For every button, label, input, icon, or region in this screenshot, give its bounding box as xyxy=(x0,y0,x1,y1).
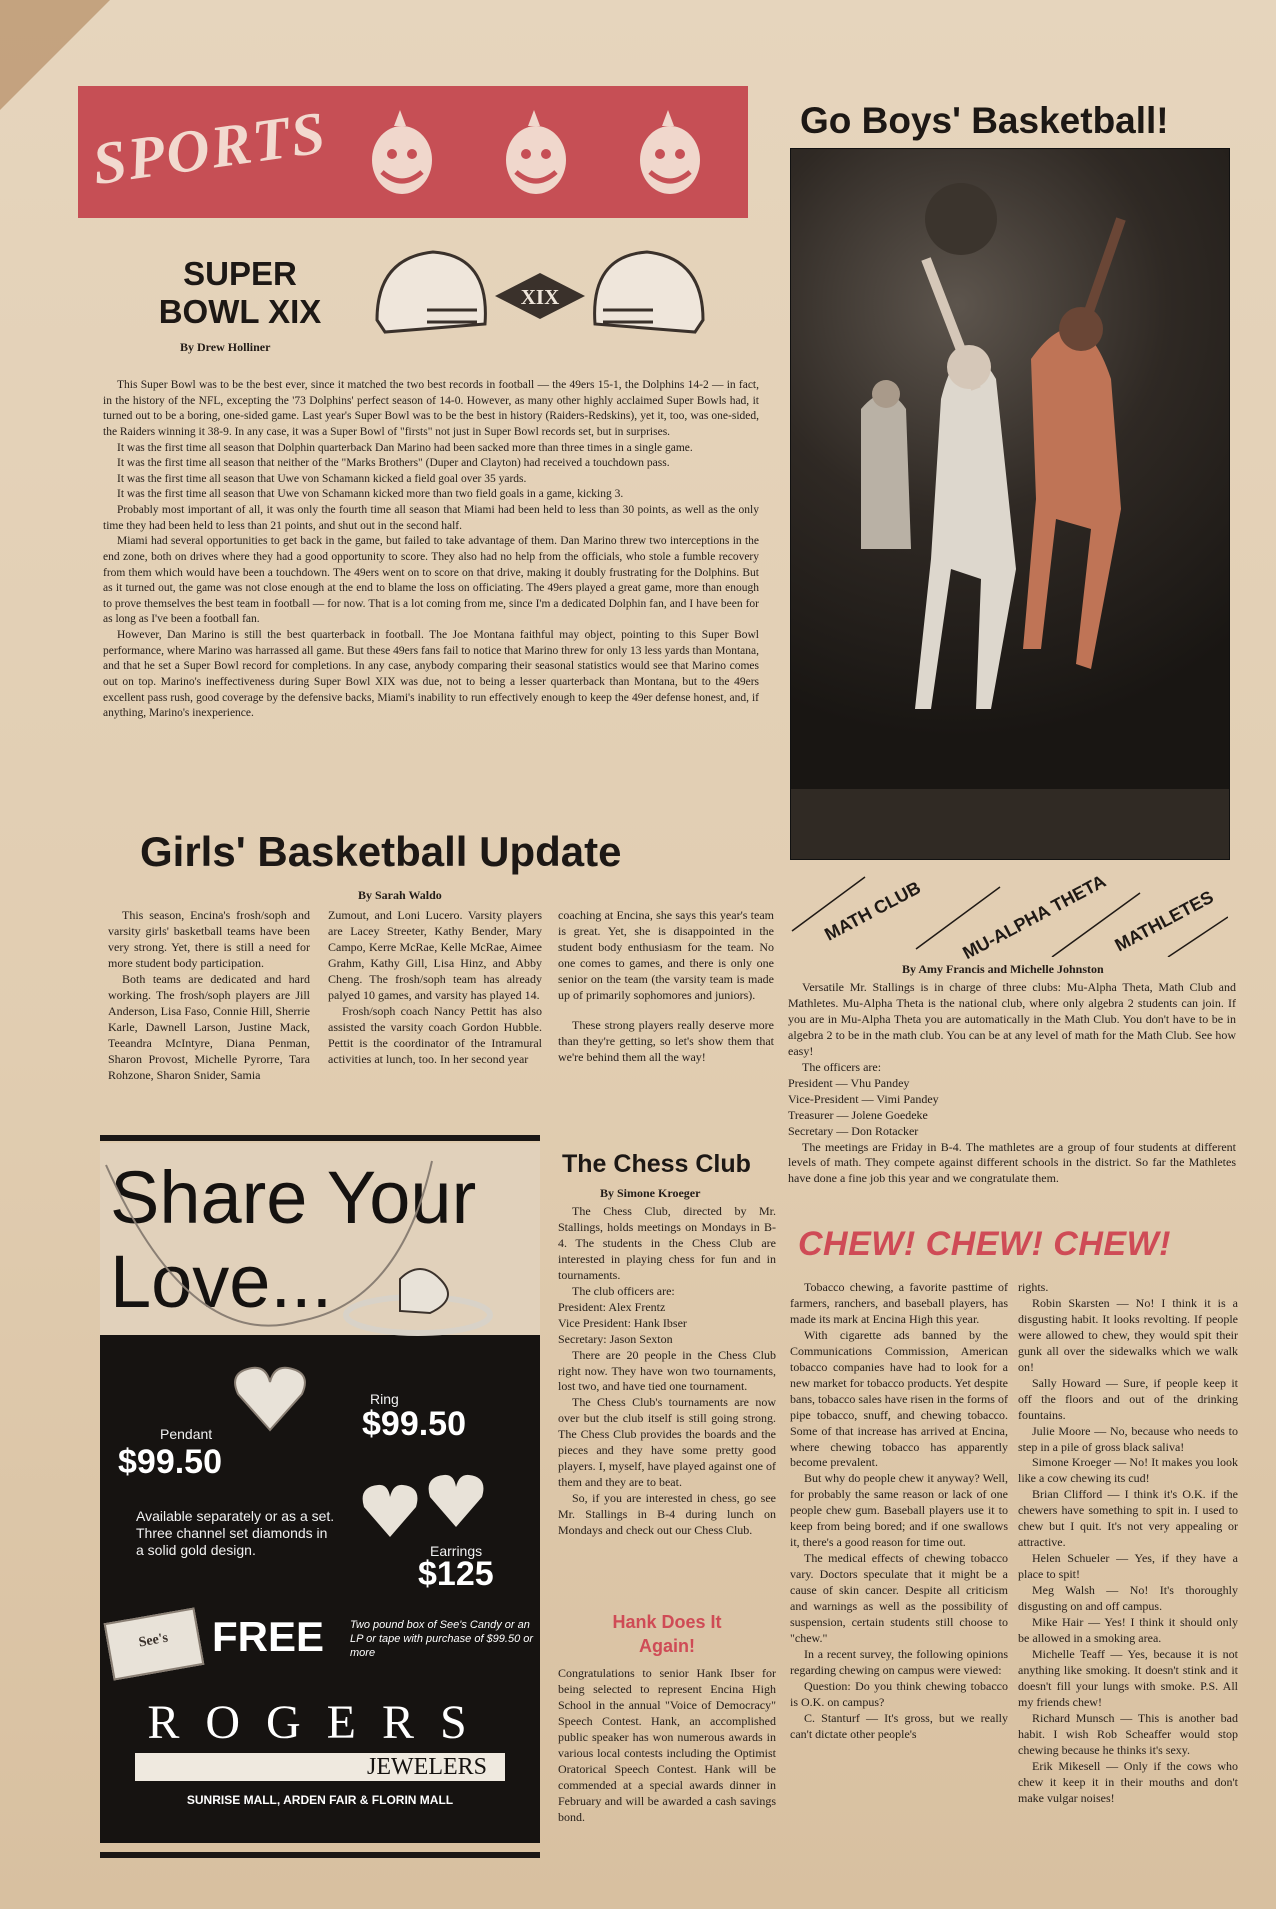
candy-box-icon xyxy=(104,1607,205,1680)
clubs-article xyxy=(788,980,1236,1187)
chess-paragraph: There are 20 people in the Chess Club right now. They have won two tournaments, lost two, and have tied one tournament. xyxy=(558,1347,776,1394)
clubs-officer: Treasurer — Jolene Goedeke xyxy=(788,1107,928,1122)
chew-paragraph: rights. xyxy=(1018,1280,1049,1294)
chew-opinion: Michelle Teaff — Yes, because it is not anything like smoking. It doesn't stink and it doesn't fill your lungs with smoke. P.S. All my friends chew! xyxy=(1018,1646,1238,1709)
ring-icon xyxy=(340,1253,500,1343)
girls-paragraph: These strong players really deserve more than they're getting, so let's show them that we're behind them all the way! xyxy=(558,1017,774,1064)
chew-paragraph: In a recent survey, the following opinions regarding chewing on campus were viewed: xyxy=(790,1646,1008,1677)
helmet-icon xyxy=(595,252,703,332)
ad-top-rule xyxy=(100,1135,540,1141)
ad-bottom-rule xyxy=(100,1852,540,1858)
superbowl-paragraph: It was the first time all season that neither of the "Marks Brothers" (Duper and Clayton) had received a touchdown pass. xyxy=(117,457,670,470)
basketball-photo xyxy=(790,148,1230,860)
heart-pendant-icon xyxy=(230,1358,310,1438)
superbowl-paragraph: However, Dan Marino is still the best quarterback in football. The Joe Montana faithful may object, pointing to this Super Bowl performance, where Marino was harrassed all game. But these 49ers fans fail to notice that Marino threw for only 13 less yards than Montana, and that he set a Super Bowl record for completions. In any case, anybody comparing their seasonal statistics would see that Marino comes out on top. Marino's ineffectiveness during Super Bowl XIX was due, not to being a lesser quarterback than Montana, but to the 49ers excellent pass rush, good coverage by the defensive backs, Miami's inability to run effectively enough to keep the 49er defense honest, and, if anything, Marino's inexperience. xyxy=(103,629,759,720)
ad-brand: ROGERS xyxy=(147,1696,493,1749)
earrings-price: $125 xyxy=(418,1555,494,1593)
ring-label: Ring xyxy=(370,1391,399,1407)
chew-opinion: Sally Howard — Sure, if people keep it off the floors and out of the drinking fountains. xyxy=(1018,1375,1238,1422)
helmet-icon xyxy=(377,252,485,332)
hank-article: Congratulations to senior Hank Ibser for being selected to represent Encina High School in the annual "Voice of Democracy" Speech Contest. Hank, an accomplished public speaker has won numerous awards in various local contests including the Optimist Oratorical Speech Contest. Hank will be commended at a special awards dinner in February and will be awarded a cash savings bond. xyxy=(558,1666,776,1824)
superbowl-logo xyxy=(495,273,585,319)
sports-title: SPORTS xyxy=(88,98,331,198)
ad-headline-line2: Love... xyxy=(110,1240,333,1323)
earrings-label: Earrings xyxy=(430,1543,483,1559)
superbowl-logo-text: XIX xyxy=(520,285,560,309)
superbowl-title-line1: SUPER xyxy=(183,255,297,292)
chew-paragraph: But why do people chew it anyway? Well, for probably the same reason or lack of one people chew gum. Baseball players use it to keep from being bored; and if one swallows it, there's a good reason for time out. xyxy=(790,1471,1008,1550)
ad-free-label: FREE xyxy=(212,1613,325,1660)
chew-paragraph: C. Stanturf — It's gross, but we really can't dictate other people's xyxy=(790,1710,1008,1741)
superbowl-byline: By Drew Holliner xyxy=(180,340,271,354)
earrings-icon xyxy=(360,1465,490,1545)
chew-opinion: Simone Kroeger — No! It makes you look like a cow chewing its cud! xyxy=(1018,1455,1238,1486)
ad-description: Available separately or as a set. Three channel set diamonds in a solid gold design. xyxy=(136,1508,335,1558)
clubs-outro: The meetings are Friday in B-4. The mathletes are a group of four students at different levels of math. They compete against different schools in the district. So far the Mathletes have done a fine job this year and we congratulate them. xyxy=(788,1139,1236,1186)
superbowl-paragraph: Probably most important of all, it was only the fourth time all season that Miami had been held to less than 30 points, as well as the only time they had been held to less than 21 points, and shut out in the second half. xyxy=(103,504,759,532)
chess-paragraph: So, if you are interested in chess, go see Mr. Stallings in B-4 during lunch on Mondays and check out our Chess Club. xyxy=(558,1491,776,1538)
superbowl-paragraph: It was the first time all season that Dolphin quarterback Dan Marino had been sacked more than three times in a single game. xyxy=(117,441,693,454)
chew-paragraph: Question: Do you think chewing tobacco is O.K. on campus? xyxy=(790,1678,1008,1709)
mascot-icon xyxy=(622,108,718,198)
girls-basketball-byline: By Sarah Waldo xyxy=(358,888,442,902)
mascot-icon xyxy=(354,108,450,198)
pendant-label: Pendant xyxy=(160,1426,213,1442)
hank-title-line2: Again! xyxy=(639,1636,695,1656)
superbowl-title-line2: BOWL XIX xyxy=(158,293,322,330)
ad-brand-sub-bar xyxy=(135,1753,505,1781)
ad-locations: SUNRISE MALL, ARDEN FAIR & FLORIN MALL xyxy=(186,1793,454,1807)
chess-paragraph: The Chess Club's tournaments are now over but the club itself is still going strong. The Chess Club provides the boards and the pieces and they have some pretty good players. I, myself, have played against one of them and they are to beat. xyxy=(558,1395,776,1490)
hank-title-line1: Hank Does It xyxy=(612,1612,722,1632)
chew-opinion: Brian Clifford — I think it's O.K. if the chewers have something to spit in. I used to chew but I quit. It's not very appealing or attractive. xyxy=(1018,1487,1238,1550)
mathletes-label: MATHLETES xyxy=(1111,886,1217,956)
girls-paragraph: This season, Encina's frosh/soph and varsity girls' basketball teams have been very strong. Yet, there is still a need for more student body participation. xyxy=(108,908,310,970)
chess-officer: President: Alex Frentz xyxy=(558,1299,666,1314)
chew-opinion: Mike Hair — Yes! I think it should only be allowed in a smoking area. xyxy=(1018,1615,1238,1645)
pendant-price: $99.50 xyxy=(118,1443,222,1481)
math-club-label: MATH CLUB xyxy=(821,877,924,945)
girls-basketball-title: Girls' Basketball Update xyxy=(140,828,622,875)
chew-opinion: Robin Skarsten — No! I think it is a disgusting habit. It looks revolting. If people were allowed to chew, they would spit their gunk all over the sidewalks which we walk on! xyxy=(1018,1295,1238,1374)
sports-banner xyxy=(78,86,748,218)
superbowl-paragraph: Miami had several opportunities to get back in the game, but failed to take advantage of them. Dan Marino threw two interceptions in the end zone, both on drives where they had a good opportunity to score. They also had no help from the officials, who stole a fumble recovery from them which would have been a touchdown. The 49ers went on to score on that drive, making it doubly frustrating for the Dolphins. But as it turned out, the game was not close enough at the end to blame the loss on officiating. The 49ers played a great game, more than enough to prove themselves the best team in football — for now. That is a lot coming from me, since I'm a dedicated Dolphin fan, and I have been for as long as I've been a football fan. xyxy=(103,535,759,626)
chew-title: CHEW! CHEW! CHEW! xyxy=(798,1225,1171,1263)
chess-club-article xyxy=(558,1204,776,1539)
chew-opinion: Julie Moore — No, because who needs to step in a pile of gross black saliva! xyxy=(1018,1423,1238,1454)
chess-club-byline: By Simone Kroeger xyxy=(600,1186,701,1200)
clubs-intro: Versatile Mr. Stallings is in charge of three clubs: Mu-Alpha Theta, Math Club and Mathletes. Mu-Alpha Theta is the national club, where only algebra 2 students can join. If you are in Mu-Alpha Theta you are automatically in the Math Club. You don't have to be in algebra 2 to be in the math club. You can be at any level of math for the Math Club. See how easy! xyxy=(788,980,1236,1058)
chess-officer: Secretary: Jason Sexton xyxy=(558,1331,673,1346)
girls-paragraph: Frosh/soph coach Nancy Pettit has also assisted the varsity coach Gordon Hubble. Pettit is the coordinator of the Intramural activities at lunch, too. In her second year xyxy=(328,1003,542,1066)
clubs-officer: President — Vhu Pandey xyxy=(788,1075,910,1090)
clubs-header xyxy=(790,870,1228,964)
girls-column-2 xyxy=(328,908,542,1068)
clubs-officer: Vice-President — Vimi Pandey xyxy=(788,1091,939,1106)
players-silhouette-icon xyxy=(791,149,1229,859)
chew-opinion: Meg Walsh — No! It's thoroughly disgusting on and off campus. xyxy=(1018,1583,1238,1614)
chew-column-2 xyxy=(1018,1280,1238,1806)
chess-paragraph: The Chess Club, directed by Mr. Stallings, holds meetings on Mondays in B-4. The students in the Chess Club are interested in playing chess for fun and in tournaments. xyxy=(558,1204,776,1282)
chess-club-title: The Chess Club xyxy=(562,1150,751,1178)
chew-paragraph: With cigarette ads banned by the Communications Commission, American tobacco companies have had to look for a new market for tobacco products. Yet despite bans, tobacco sales have risen in the forms of pipe tobacco, snuff, and chewing tobacco. Some of that increase has arrived at Encina, where chewing tobacco has apparently become prevalent. xyxy=(790,1327,1008,1470)
candy-box-label: See's xyxy=(137,1630,170,1651)
chew-opinion: Richard Munsch — This is another bad habit. I wish Rob Scheaffer would stop chewing because he thinks it's sexy. xyxy=(1018,1710,1238,1757)
rogers-jewelers-ad xyxy=(100,1143,540,1843)
mu-alpha-theta-label: MU-ALPHA THETA xyxy=(959,870,1110,964)
girls-column-3 xyxy=(558,908,774,1066)
chew-opinion: Helen Schueler — Yes, if they have a place to spit! xyxy=(1018,1551,1238,1582)
girls-column-1 xyxy=(108,908,310,1083)
girls-paragraph: Both teams are dedicated and hard working. The frosh/soph players are Jill Anderson, Lisa Faso, Connie Hill, Sherrie Karle, Dawnell Larson, Justine Mack, Teeandra McIntyre, Diana Penman, Sharon Provost, Michelle Pyrorre, Tara Rohzone, Sharon Snider, Samia xyxy=(108,971,310,1082)
chew-paragraph: Tobacco chewing, a favorite pasttime of farmers, ranchers, and baseball players, has made its mark at Encina High this year. xyxy=(790,1280,1008,1326)
girls-paragraph: coaching at Encina, she says this year's team is great. Yet, she is disappointed in the student body enthusiasm for the team. No one comes to games, and there is only one senior on the team (the varsity team is made up of primarily sophomores and juniors). xyxy=(558,908,774,1002)
clubs-officers-label: The officers are: xyxy=(802,1059,882,1074)
superbowl-paragraph: This Super Bowl was to be the best ever, since it matched the two best records in football — the 49ers 15-1, the Dolphins 14-2 — in fact, in the history of the NFL, excepting the '73 Dolphins' perfect season of 14-0. However, as many other highly acclaimed Super Bowls had, it turned out to be a boring, one-sided game. Last year's Super Bowl was to be the best in history (Raiders-Redskins), yet it, too, was one-sided, the Raiders winning it 38-9. In any case, it was a Super Bowl of "firsts" not just in Super Bowl records set, but in surprises. xyxy=(103,379,759,438)
chew-column-1 xyxy=(790,1280,1008,1743)
clubs-officer: Secretary — Don Rotacker xyxy=(788,1123,919,1138)
ad-free-description: Two pound box of See's Candy or an LP or tape with purchase of $99.50 or more xyxy=(350,1619,534,1659)
chess-officers-label: The club officers are: xyxy=(572,1283,675,1298)
chew-paragraph: The medical effects of chewing tobacco vary. Doctors speculate that it might be a cause of skin cancer. Despite all criticism and warnings as well as the possibility of suspension, certain students still choose to "chew." xyxy=(790,1551,1008,1645)
mascot-icon xyxy=(488,108,584,198)
football-helmets-logo xyxy=(365,240,715,350)
superbowl-paragraph: It was the first time all season that Uwe von Schamann kicked more than two field goals in a game, kicking 3. xyxy=(117,488,624,501)
girls-paragraph: Zumout, and Loni Lucero. Varsity players are Lacey Streeter, Kathy Bender, Mary Campo, Kerre McRae, Kelle McRae, Aimee Grahm, Kathy Gill, Lisa Hinz, and Abby Cheng. The frosh/soph team has already palyed 10 games, and varsity has played 14. xyxy=(328,908,542,1002)
superbowl-title xyxy=(140,255,340,331)
ad-headline-line1: Share Your xyxy=(110,1156,477,1239)
hank-title xyxy=(558,1610,776,1658)
ad-brand-sub: JEWELERS xyxy=(367,1754,487,1780)
chew-opinion: Erik Mikesell — Only if the cows who chew it keep it in their mouths and don't make vulgar noises! xyxy=(1018,1758,1238,1805)
chess-officer: Vice President: Hank Ibser xyxy=(558,1315,687,1330)
boys-basketball-heading: Go Boys' Basketball! xyxy=(800,100,1169,141)
superbowl-article xyxy=(103,378,759,722)
ring-price: $99.50 xyxy=(362,1405,466,1443)
superbowl-paragraph: It was the first time all season that Uwe von Schamann kicked a field goal over 35 yards. xyxy=(117,472,527,485)
clubs-byline: By Amy Francis and Michelle Johnston xyxy=(902,962,1104,976)
